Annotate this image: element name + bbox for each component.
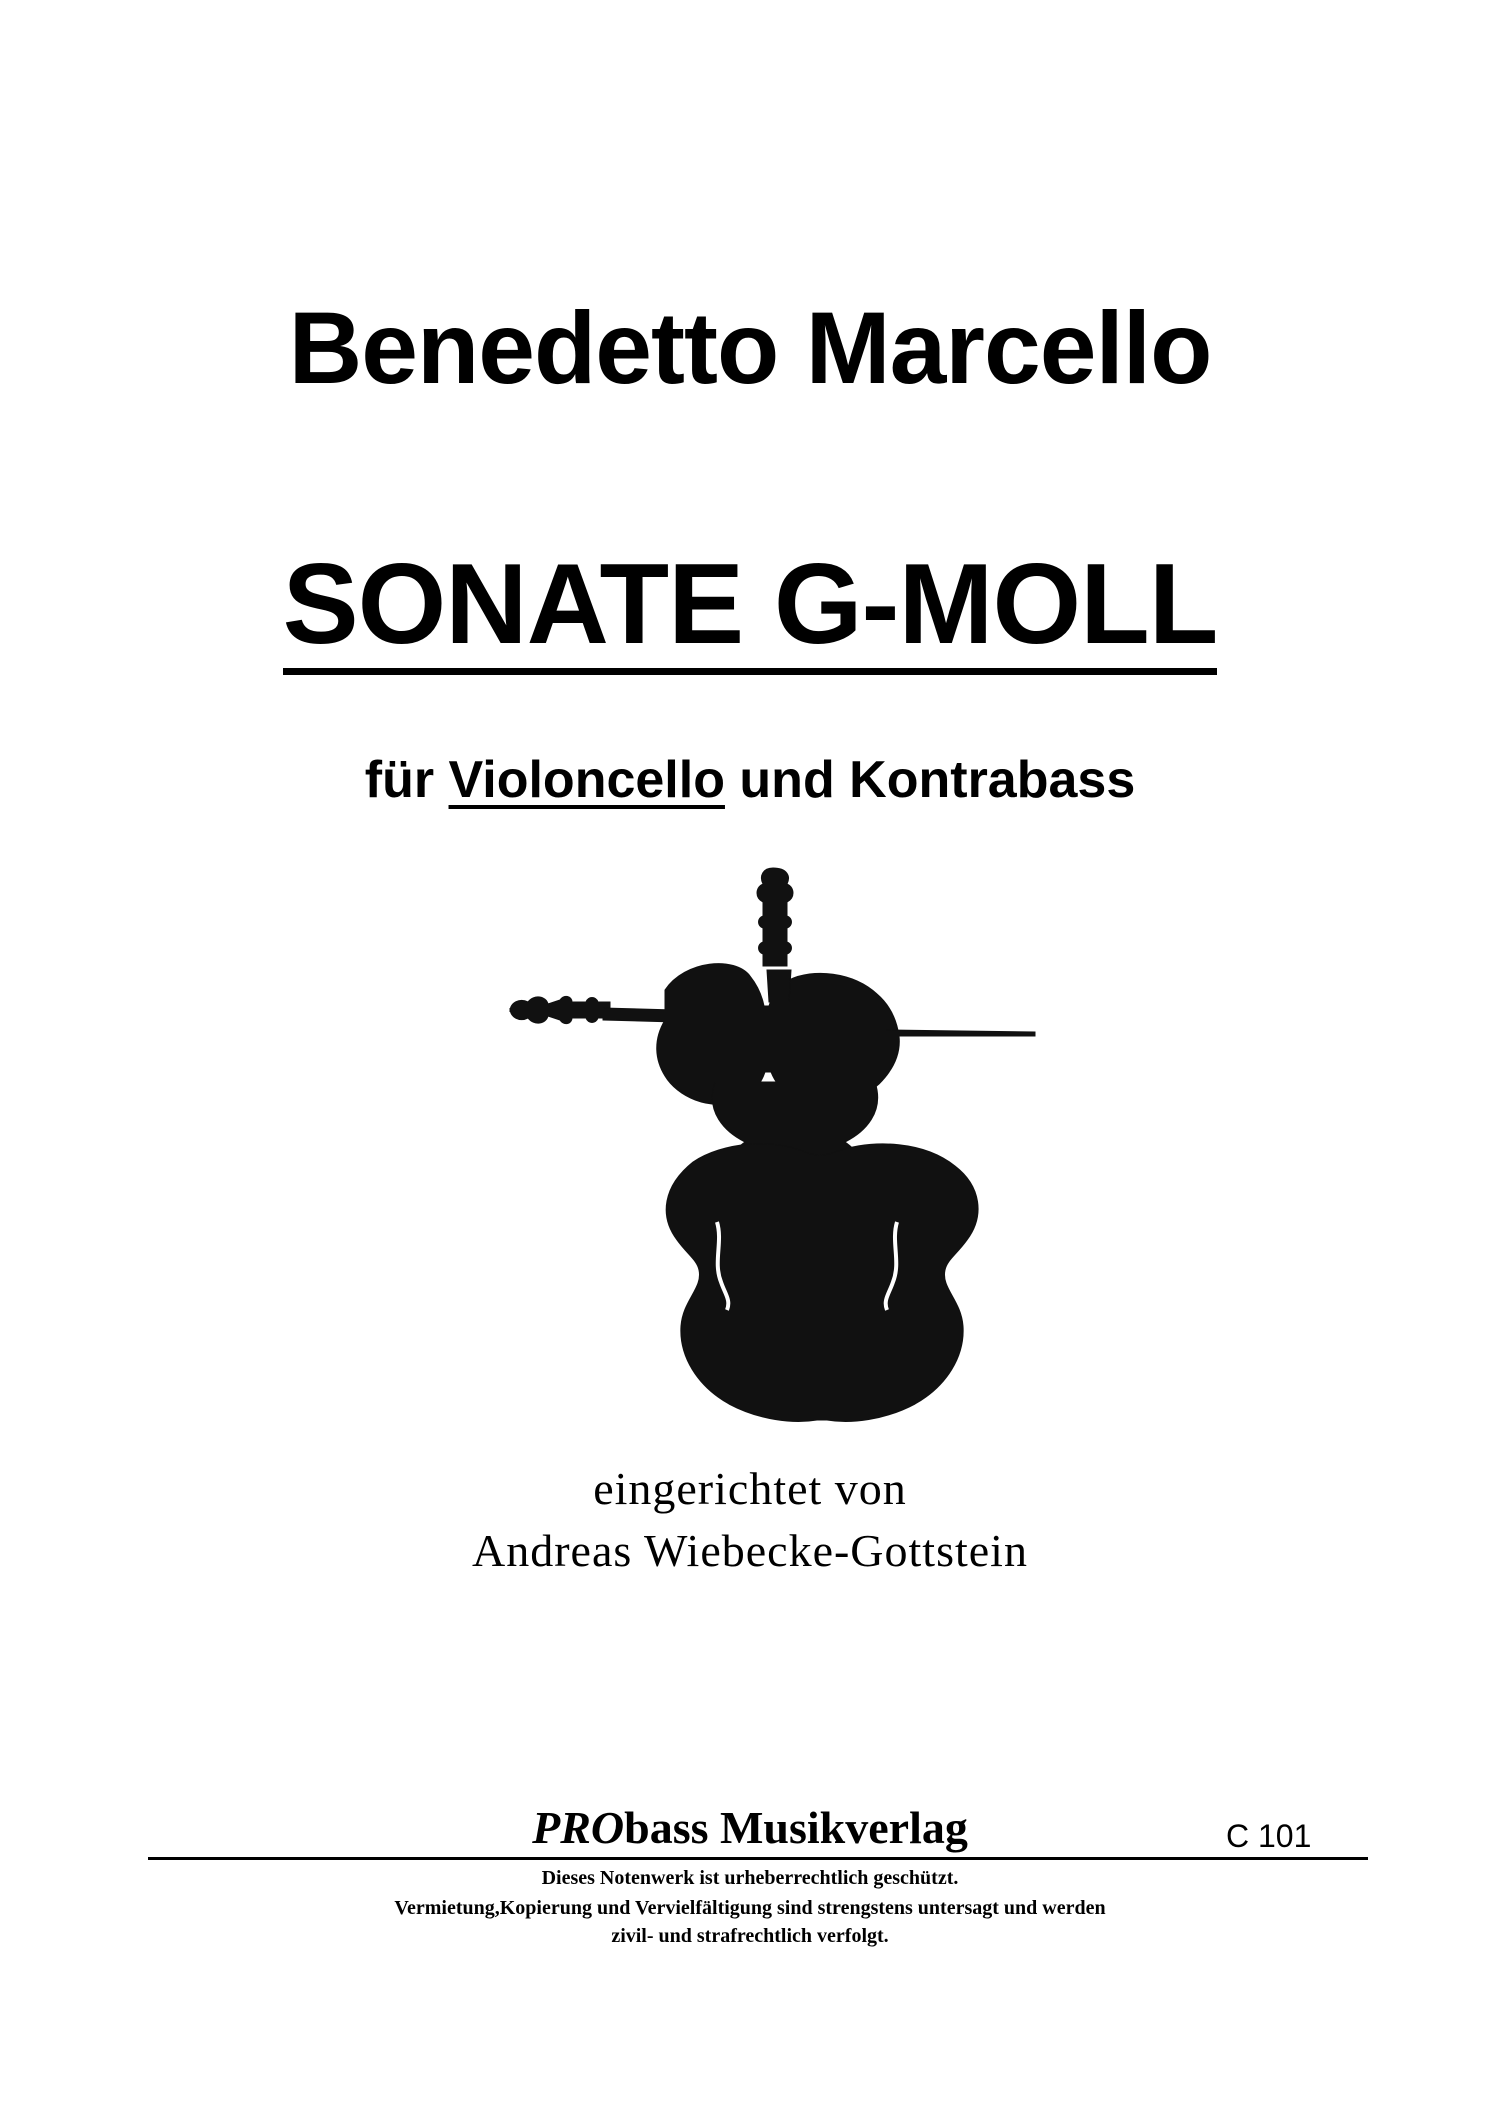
catalog-number: C 101 [1226,1818,1312,1854]
copyright-notice-line-3: zivil- und strafrechtlich verfolgt. [611,1925,889,1947]
footer-divider [148,1857,1368,1860]
work-title [0,540,1500,675]
cello-scroll [757,868,793,966]
instrument-kontrabass: Kontrabass [849,751,1136,809]
violin-tail [885,1030,1035,1036]
instrument-violoncello: Violoncello [448,751,725,809]
copyright-notice-line-1: Dieses Notenwerk ist urheberrechtlich geschützt. [541,1867,959,1889]
cello-and-violin-silhouette-icon [505,862,1045,1422]
cello-neck [767,970,791,1002]
copyright-notice-line-2: Vermietung,Kopierung und Vervielfältigung sind strengstens untersagt und werden [394,1897,1106,1919]
instrumentation-connector: und [739,751,835,809]
publisher-rest: bass Musikverlag [624,1802,968,1853]
arranged-by-label: eingerichtet von [593,1463,907,1514]
cello-lower-body [666,1144,978,1422]
violin-neck [603,1008,675,1022]
cello-endpin [801,1372,805,1417]
composer-name: Benedetto Marcello [288,291,1212,405]
publisher-pro: PRO [532,1802,625,1853]
arranger-name: Andreas Wiebecke-Gottstein [472,1525,1028,1576]
instrumentation-line [0,748,1500,812]
work-title-text: SONATE G-MOLL [283,546,1218,675]
violin-scroll [510,996,610,1023]
instrumentation-prefix: für [364,751,435,809]
